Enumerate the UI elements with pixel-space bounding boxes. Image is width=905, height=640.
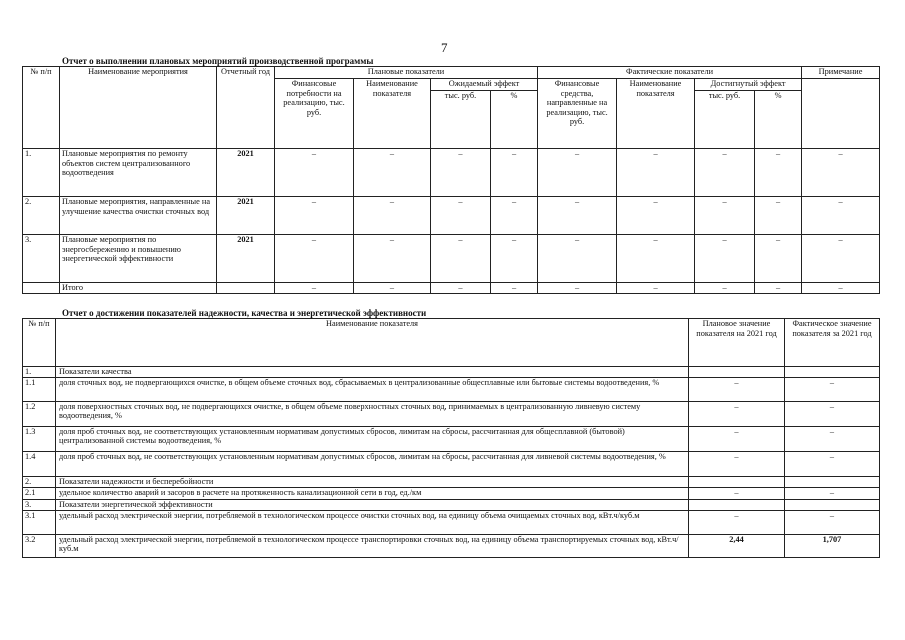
col-num-header: № п/п: [23, 319, 56, 367]
cell-value: –: [802, 197, 880, 235]
cell-value: –: [354, 197, 431, 235]
table-row: [23, 235, 880, 283]
fact-value: [785, 367, 880, 378]
row-num: 1.1: [23, 377, 56, 401]
table-row: [23, 401, 880, 426]
plan-effect-header: Ожидаемый эффект: [431, 79, 538, 91]
fact-fin-header: Финансовые средства, направленные на реализацию, тыс. руб.: [538, 79, 617, 149]
report1-caption: Отчет о выполнении плановых мероприятий производственной программы: [62, 56, 374, 66]
table-row: [23, 149, 880, 197]
cell-value: –: [802, 149, 880, 197]
cell-value: –: [491, 197, 538, 235]
cell-value: –: [695, 149, 755, 197]
row-num: 3.: [23, 235, 60, 283]
plan-value: –: [689, 426, 785, 451]
row-name: доля поверхностных сточных вод, не подвергающихся очистке, в общем объеме поверхностных сточных вод, принимаемых в централизованную ливневую систему водоотведения, %: [56, 401, 689, 426]
planned-indicators-header: Плановые показатели: [275, 67, 538, 79]
row-name: Плановые мероприятия по ремонту объектов систем централизованного водоотведения: [60, 149, 217, 197]
table-row: [23, 510, 880, 534]
row-name: Плановые мероприятия, направленные на улучшение качества очистки сточных вод: [60, 197, 217, 235]
row-name: Показатели качества: [56, 367, 689, 378]
cell-value: –: [491, 235, 538, 283]
section-row: [23, 476, 880, 487]
row-year: 2021: [217, 197, 275, 235]
cell-value: –: [695, 235, 755, 283]
cell-value: –: [617, 235, 695, 283]
table-row: [23, 487, 880, 499]
row-num: 2.: [23, 476, 56, 487]
cell-value: –: [755, 283, 802, 294]
plan-fin-header: Финансовые потребности на реализацию, тыс. руб.: [275, 79, 354, 149]
table-row: [23, 426, 880, 451]
cell-value: –: [617, 149, 695, 197]
cell-value: –: [431, 149, 491, 197]
row-name: удельное количество аварий и засоров в расчете на протяженность канализационной сети в год, ед./км: [56, 487, 689, 499]
row-num: 2.: [23, 197, 60, 235]
plan-value: [689, 476, 785, 487]
fact-indicator-header: Наименование показателя: [617, 79, 695, 149]
cell-value: –: [617, 197, 695, 235]
fact-value: –: [785, 451, 880, 476]
total-label: Итого: [60, 283, 217, 294]
row-num: 3.1: [23, 510, 56, 534]
cell-value: –: [354, 149, 431, 197]
plan-indicator-header: Наименование показателя: [354, 79, 431, 149]
row-year: 2021: [217, 235, 275, 283]
row-num: 1.2: [23, 401, 56, 426]
cell-value: –: [802, 283, 880, 294]
fact-value: –: [785, 426, 880, 451]
table-row: [23, 197, 880, 235]
plan-rub-header: тыс. руб.: [431, 91, 491, 149]
fact-effect-header: Достигнутый эффект: [695, 79, 802, 91]
fact-value: –: [785, 401, 880, 426]
col-name-header: Наименование показателя: [56, 319, 689, 367]
cell-value: –: [354, 235, 431, 283]
col-plan-header: Плановое значение показателя на 2021 год: [689, 319, 785, 367]
activities-report-table: [22, 66, 880, 294]
cell-value: –: [755, 149, 802, 197]
row-num: 1.4: [23, 451, 56, 476]
cell-value: –: [538, 283, 617, 294]
cell-value: –: [617, 283, 695, 294]
indicators-report-table: [22, 318, 880, 558]
plan-value: –: [689, 401, 785, 426]
table-row: [23, 377, 880, 401]
cell-value: –: [491, 283, 538, 294]
cell-value: –: [275, 197, 354, 235]
plan-pct-header: %: [491, 91, 538, 149]
col-num-header: № п/п: [23, 67, 60, 149]
plan-value: –: [689, 510, 785, 534]
cell-value: –: [431, 283, 491, 294]
cell-value: –: [538, 197, 617, 235]
total-row: [23, 283, 880, 294]
row-num: 3.2: [23, 534, 56, 557]
plan-value: –: [689, 451, 785, 476]
actual-indicators-header: Фактические показатели: [538, 67, 802, 79]
row-year: 2021: [217, 149, 275, 197]
col-year-header: Отчетный год: [217, 67, 275, 149]
row-num: [23, 283, 60, 294]
plan-value: –: [689, 377, 785, 401]
cell-value: –: [491, 149, 538, 197]
fact-rub-header: тыс. руб.: [695, 91, 755, 149]
fact-value: [785, 476, 880, 487]
table-row: [23, 451, 880, 476]
cell-value: –: [755, 235, 802, 283]
fact-value: 1,707: [785, 534, 880, 557]
col-name-header: Наименование мероприятия: [60, 67, 217, 149]
row-name: доля проб сточных вод, не соответствующих установленным нормативам допустимых сбросов, лимитам на сбросы, рассчитанная для ливневой системы водоотведения, %: [56, 451, 689, 476]
cell-value: –: [431, 235, 491, 283]
fact-value: [785, 499, 880, 510]
cell-value: –: [695, 283, 755, 294]
cell-value: –: [354, 283, 431, 294]
row-name: Показатели энергетической эффективности: [56, 499, 689, 510]
table-row: [23, 534, 880, 557]
row-name: удельный расход электрической энергии, потребляемой в технологическом процессе транспортировки сточных вод, на единицу объема транспортируемых сточных вод, кВт.ч/куб.м: [56, 534, 689, 557]
page-number: 7: [441, 40, 448, 55]
fact-pct-header: %: [755, 91, 802, 149]
cell-value: –: [275, 235, 354, 283]
plan-value: [689, 499, 785, 510]
row-num: 1.3: [23, 426, 56, 451]
section-row: [23, 367, 880, 378]
fact-value: –: [785, 510, 880, 534]
fact-value: –: [785, 487, 880, 499]
fact-value: –: [785, 377, 880, 401]
row-name: доля проб сточных вод, не соответствующих установленным нормативам допустимых сбросов, лимитам на сбросы, рассчитанная для общесплавной (бытовой) централизованной системы водоотведения, %: [56, 426, 689, 451]
plan-value: [689, 367, 785, 378]
cell-value: –: [431, 197, 491, 235]
section-row: [23, 499, 880, 510]
cell-value: –: [538, 149, 617, 197]
cell-value: –: [695, 197, 755, 235]
col-fact-header: Фактическое значение показателя за 2021 год: [785, 319, 880, 367]
row-num: 1.: [23, 149, 60, 197]
plan-value: –: [689, 487, 785, 499]
row-num: 2.1: [23, 487, 56, 499]
cell-value: –: [538, 235, 617, 283]
plan-value: 2,44: [689, 534, 785, 557]
row-year: [217, 283, 275, 294]
cell-value: –: [802, 235, 880, 283]
cell-value: –: [275, 283, 354, 294]
row-num: 1.: [23, 367, 56, 378]
note-subheader: [802, 79, 880, 149]
cell-value: –: [275, 149, 354, 197]
row-name: доля сточных вод, не подвергающихся очистке, в общем объеме сточных вод, сбрасываемых в централизованные общесплавные или бытовые системы водоотведения, %: [56, 377, 689, 401]
row-num: 3.: [23, 499, 56, 510]
row-name: Показатели надежности и бесперебойности: [56, 476, 689, 487]
row-name: Плановые мероприятия по энергосбережению и повышению энергетической эффективности: [60, 235, 217, 283]
note-header: Примечание: [802, 67, 880, 79]
cell-value: –: [755, 197, 802, 235]
report2-caption: Отчет о достижении показателей надежности, качества и энергетической эффективности: [62, 308, 427, 318]
row-name: удельный расход электрической энергии, потребляемой в технологическом процессе очистки сточных вод, на единицу объема очищаемых сточных вод, кВт.ч/куб.м: [56, 510, 689, 534]
